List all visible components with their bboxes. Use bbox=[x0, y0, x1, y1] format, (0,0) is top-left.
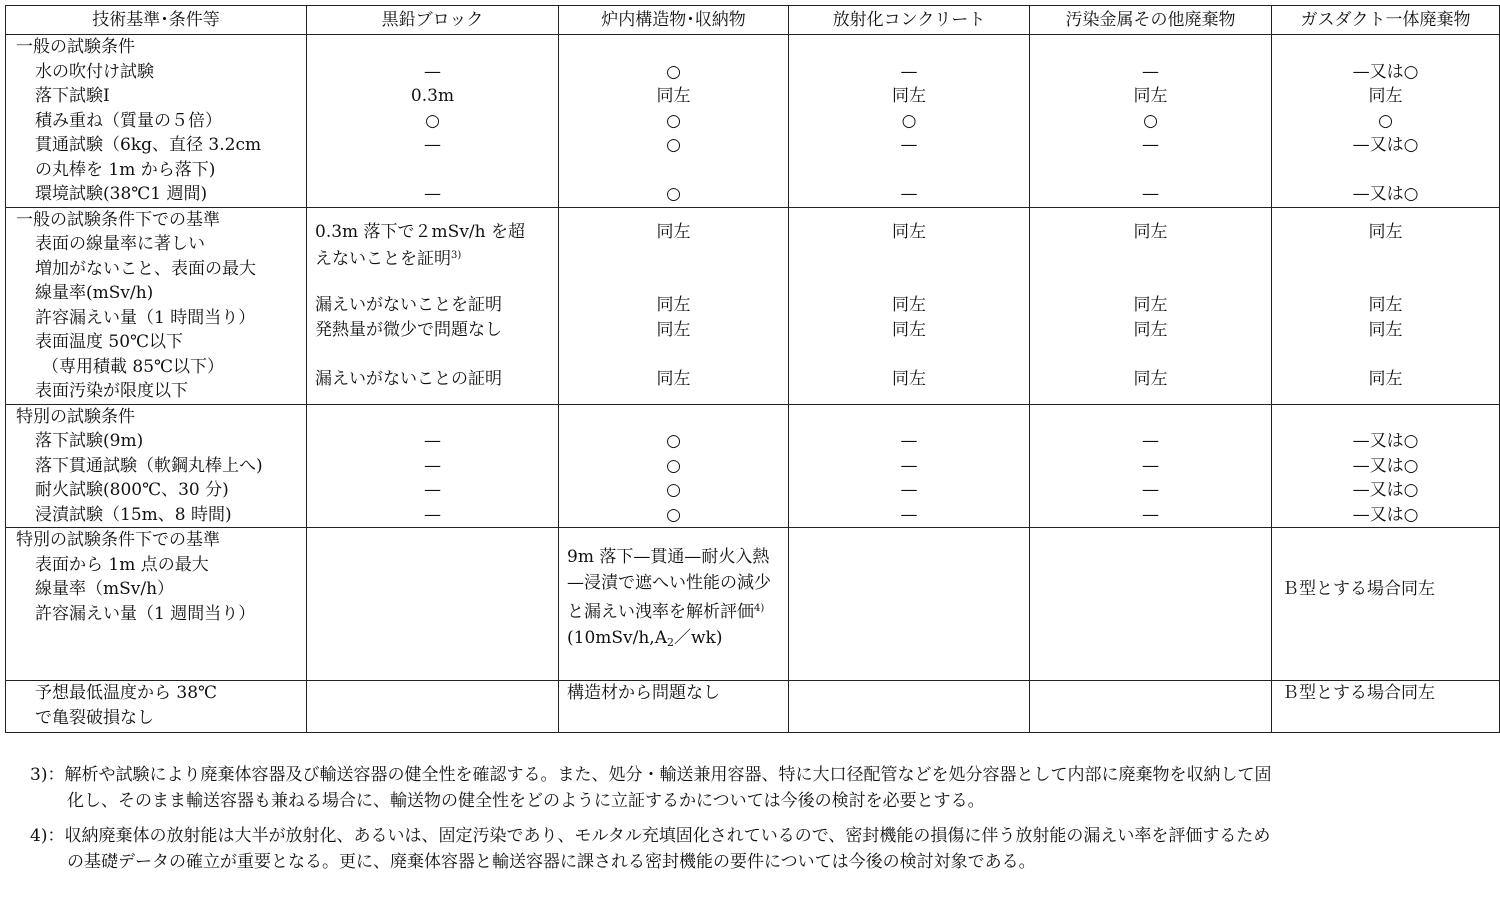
footnotes bbox=[30, 762, 1470, 884]
cell-value: — bbox=[1142, 135, 1159, 155]
cell-value: ○ bbox=[425, 110, 440, 131]
cell-value: — bbox=[424, 184, 441, 204]
cell-value: —又は○ bbox=[1352, 61, 1419, 82]
technical-standards-table bbox=[5, 5, 1500, 733]
section-title: 一般の試験条件下での基準 bbox=[16, 209, 220, 230]
activated-concrete-cell bbox=[789, 207, 1030, 404]
graphite-cell bbox=[307, 404, 559, 528]
criteria-item: 表面汚染が限度以下 bbox=[35, 381, 188, 401]
cell-value bbox=[789, 158, 1029, 183]
graphite-cell bbox=[307, 681, 559, 733]
activated-concrete-cell bbox=[789, 404, 1030, 528]
criteria-cell bbox=[6, 207, 307, 404]
cell-value: — bbox=[900, 135, 918, 155]
cell-value: — bbox=[424, 61, 441, 82]
cell-value: 0.3m bbox=[410, 86, 455, 106]
gas-duct-cell bbox=[1272, 681, 1500, 733]
cell-value: 同左 bbox=[1133, 295, 1168, 315]
table-header-row bbox=[6, 6, 1500, 35]
graphite-cell bbox=[307, 35, 559, 208]
cell-value: — bbox=[900, 480, 918, 500]
table-row-general-test-conditions bbox=[6, 35, 1500, 208]
reactor-internals-cell bbox=[559, 35, 789, 208]
cell-value: ○ bbox=[666, 431, 681, 451]
table-row-general-criteria bbox=[6, 207, 1500, 404]
cell-value: ○ bbox=[666, 135, 681, 155]
criteria-item: 増加がないこと、表面の最大 bbox=[35, 258, 256, 279]
cell-value: 同左 bbox=[656, 86, 691, 106]
cell-value: — bbox=[1142, 480, 1159, 500]
analysis-text: 9m 落下—貫通—耐火入熱—浸漬で遮へい性能の減少と漏えい洩率を解析評価$^{4)}(10mSv/h,A_2/wk)$ bbox=[567, 547, 771, 649]
cell-value: 発熱量が微少で問題なし bbox=[315, 319, 502, 340]
criteria-item: 浸漬試験（15m、8 時間) bbox=[35, 504, 232, 525]
header-reactor-internals: 炉内構造物･収納物 bbox=[559, 6, 789, 35]
footnote-number: 4) bbox=[30, 826, 48, 846]
contaminated-metal-cell bbox=[1030, 207, 1272, 404]
cell-value: ○ bbox=[666, 504, 681, 525]
cell-value: — bbox=[900, 61, 918, 82]
cell-value bbox=[559, 158, 788, 183]
cell-value: — bbox=[1142, 61, 1159, 82]
criteria-item: 線量率（mSv/h） bbox=[35, 579, 175, 599]
cell-value: 0.3m 落下で２mSv/h を超 bbox=[315, 221, 526, 242]
criteria-item: （専用積載 85℃以下） bbox=[42, 356, 225, 377]
criteria-item: 落下試験(9m) bbox=[35, 431, 144, 451]
graphite-cell bbox=[307, 528, 559, 681]
gas-duct-cell bbox=[1272, 35, 1500, 208]
cell-value: — bbox=[424, 431, 441, 451]
cell-value: —又は○ bbox=[1352, 184, 1419, 204]
cell-value: 同左 bbox=[656, 221, 691, 242]
cell-value: — bbox=[900, 431, 918, 451]
cell-value: —又は○ bbox=[1352, 455, 1419, 476]
cell-value: えないことを証明$^{3)}$ bbox=[315, 249, 462, 269]
footnote-text: の基礎データの確立が重要となる。更に、廃棄体容器と輸送容器に課される密封機能の要件については今後の検討対象である。 bbox=[67, 852, 1036, 872]
cell-value: — bbox=[1142, 504, 1159, 525]
cell-value: 同左 bbox=[892, 368, 926, 389]
gas-duct-cell bbox=[1272, 528, 1500, 681]
cell-value: —又は○ bbox=[1352, 135, 1419, 155]
criteria-item: で亀裂破損なし bbox=[35, 707, 154, 728]
reactor-internals-cell bbox=[559, 207, 789, 404]
cell-value: ○ bbox=[666, 184, 681, 204]
table-row-low-temperature bbox=[6, 681, 1500, 733]
cell-value: ○ bbox=[666, 480, 681, 500]
activated-concrete-cell bbox=[789, 528, 1030, 681]
table-row-special-test-conditions bbox=[6, 404, 1500, 528]
header-activated-concrete: 放射化コンクリート bbox=[789, 6, 1030, 35]
footnote-4 bbox=[30, 823, 1470, 875]
criteria-cell bbox=[6, 35, 307, 208]
criteria-item: 表面の線量率に著しい bbox=[35, 234, 205, 254]
footnote-ref: 4) bbox=[754, 603, 765, 614]
cell-value: —又は○ bbox=[1352, 431, 1419, 451]
criteria-cell bbox=[6, 528, 307, 681]
cell-value: 漏えいがないことを証明 bbox=[315, 295, 502, 315]
cell-value: — bbox=[900, 455, 918, 476]
cell-value: —又は○ bbox=[1352, 480, 1419, 500]
cell-value: Ｂ型とする場合同左 bbox=[1282, 683, 1435, 703]
cell-value: 同左 bbox=[1133, 368, 1168, 389]
cell-value bbox=[307, 158, 558, 183]
criteria-cell bbox=[6, 404, 307, 528]
cell-value: — bbox=[1142, 431, 1159, 451]
cell-value: 漏えいがないことの証明 bbox=[315, 368, 502, 389]
criteria-item: 表面から 1m 点の最大 bbox=[35, 554, 209, 575]
cell-value: — bbox=[424, 480, 441, 500]
cell-value: — bbox=[1142, 184, 1159, 204]
contaminated-metal-cell bbox=[1030, 528, 1272, 681]
cell-value: 同左 bbox=[1368, 295, 1403, 315]
reactor-internals-cell bbox=[559, 681, 789, 733]
cell-value: 同左 bbox=[1368, 368, 1403, 389]
criteria-item: の丸棒を 1m から落下) bbox=[35, 159, 216, 180]
cell-value: 同左 bbox=[1133, 86, 1168, 106]
activated-concrete-cell bbox=[789, 35, 1030, 208]
cell-value: — bbox=[424, 455, 441, 476]
cell-value: 同左 bbox=[1133, 319, 1168, 340]
criteria-item: 水の吹付け試験 bbox=[35, 61, 154, 82]
cell-value: —又は○ bbox=[1352, 504, 1419, 525]
cell-value: — bbox=[900, 184, 918, 204]
contaminated-metal-cell bbox=[1030, 404, 1272, 528]
cell-value: 同左 bbox=[656, 319, 691, 340]
header-graphite-block: 黒鉛ブロック bbox=[307, 6, 559, 35]
cell-value: ○ bbox=[666, 61, 681, 82]
section-title: 一般の試験条件 bbox=[16, 37, 135, 57]
criteria-item: 落下試験Ⅰ bbox=[35, 86, 110, 106]
cell-value: — bbox=[424, 135, 441, 155]
cell-value: 同左 bbox=[892, 221, 926, 242]
cell-value: 同左 bbox=[1133, 221, 1168, 242]
cell-value: ○ bbox=[1143, 110, 1158, 131]
footnote-text: ：収納廃棄体の放射能は大半が放射化、あるいは、固定汚染であり、モルタル充填固化されているので、密封機能の損傷に伴う放射能の漏えい率を評価するため bbox=[47, 826, 1271, 846]
footnote-number: 3) bbox=[30, 765, 48, 785]
cell-value: ○ bbox=[901, 110, 917, 131]
cell-value: ○ bbox=[1378, 110, 1393, 131]
graphite-cell bbox=[307, 207, 559, 404]
criteria-item: 貫通試験（6kg、直径 3.2cm bbox=[35, 135, 262, 155]
cell-value: 同左 bbox=[656, 368, 691, 389]
table-row-special-criteria bbox=[6, 528, 1500, 681]
criteria-item: 耐火試験(800℃、30 分) bbox=[35, 480, 229, 500]
gas-duct-cell bbox=[1272, 207, 1500, 404]
cell-value: 同左 bbox=[1368, 221, 1403, 242]
cell-value: 同左 bbox=[1368, 319, 1403, 340]
footnote-text: ：解析や試験により廃棄体容器及び輸送容器の健全性を確認する。また、処分・輸送兼用容器、特に大口径配管などを処分容器として内部に廃棄物を収納して固 bbox=[47, 765, 1272, 785]
gas-duct-cell bbox=[1272, 404, 1500, 528]
cell-value: — bbox=[1142, 455, 1159, 476]
header-contaminated-metal: 汚染金属その他廃棄物 bbox=[1030, 6, 1272, 35]
cell-value: 構造材から問題なし bbox=[567, 683, 720, 703]
criteria-item: 表面温度 50℃以下 bbox=[35, 332, 184, 352]
cell-value bbox=[1272, 158, 1499, 183]
criteria-cell bbox=[6, 681, 307, 733]
activated-concrete-cell bbox=[789, 681, 1030, 733]
contaminated-metal-cell bbox=[1030, 35, 1272, 208]
section-title: 特別の試験条件下での基準 bbox=[16, 530, 220, 550]
criteria-item: 許容漏えい量（1 時間当り） bbox=[35, 307, 256, 328]
contaminated-metal-cell bbox=[1030, 681, 1272, 733]
cell-value: 同左 bbox=[892, 295, 926, 315]
criteria-item: 予想最低温度から 38℃ bbox=[35, 683, 218, 703]
cell-value: — bbox=[424, 504, 441, 525]
header-gas-duct-waste: ガスダクト一体廃棄物 bbox=[1272, 6, 1500, 35]
footnote-ref: 3) bbox=[451, 250, 462, 261]
cell-value: ○ bbox=[666, 455, 681, 476]
cell-value: 同左 bbox=[892, 86, 926, 106]
cell-value: Ｂ型とする場合同左 bbox=[1282, 579, 1435, 599]
criteria-item: 線量率(mSv/h) bbox=[35, 283, 154, 303]
reactor-internals-cell bbox=[559, 528, 789, 681]
section-title: 特別の試験条件 bbox=[16, 406, 135, 427]
reactor-internals-cell bbox=[559, 404, 789, 528]
footnote-3 bbox=[30, 762, 1470, 814]
header-criteria: 技術基準･条件等 bbox=[6, 6, 307, 35]
cell-value bbox=[1030, 158, 1271, 183]
cell-value: 同左 bbox=[892, 319, 926, 340]
cell-value: ○ bbox=[666, 110, 681, 131]
criteria-item: 積み重ね（質量の５倍） bbox=[35, 110, 222, 131]
criteria-item: 環境試験(38℃1 週間) bbox=[35, 184, 208, 204]
footnote-text: 化し、そのまま輸送容器も兼ねる場合に、輸送物の健全性をどのように立証するかについては今後の検討を必要とする。 bbox=[67, 791, 985, 811]
cell-value: 同左 bbox=[656, 295, 691, 315]
criteria-item: 落下貫通試験（軟鋼丸棒上へ) bbox=[35, 455, 263, 476]
cell-value: 同左 bbox=[1368, 86, 1403, 106]
cell-value: — bbox=[900, 504, 918, 525]
criteria-item: 許容漏えい量（1 週間当り） bbox=[35, 603, 256, 624]
